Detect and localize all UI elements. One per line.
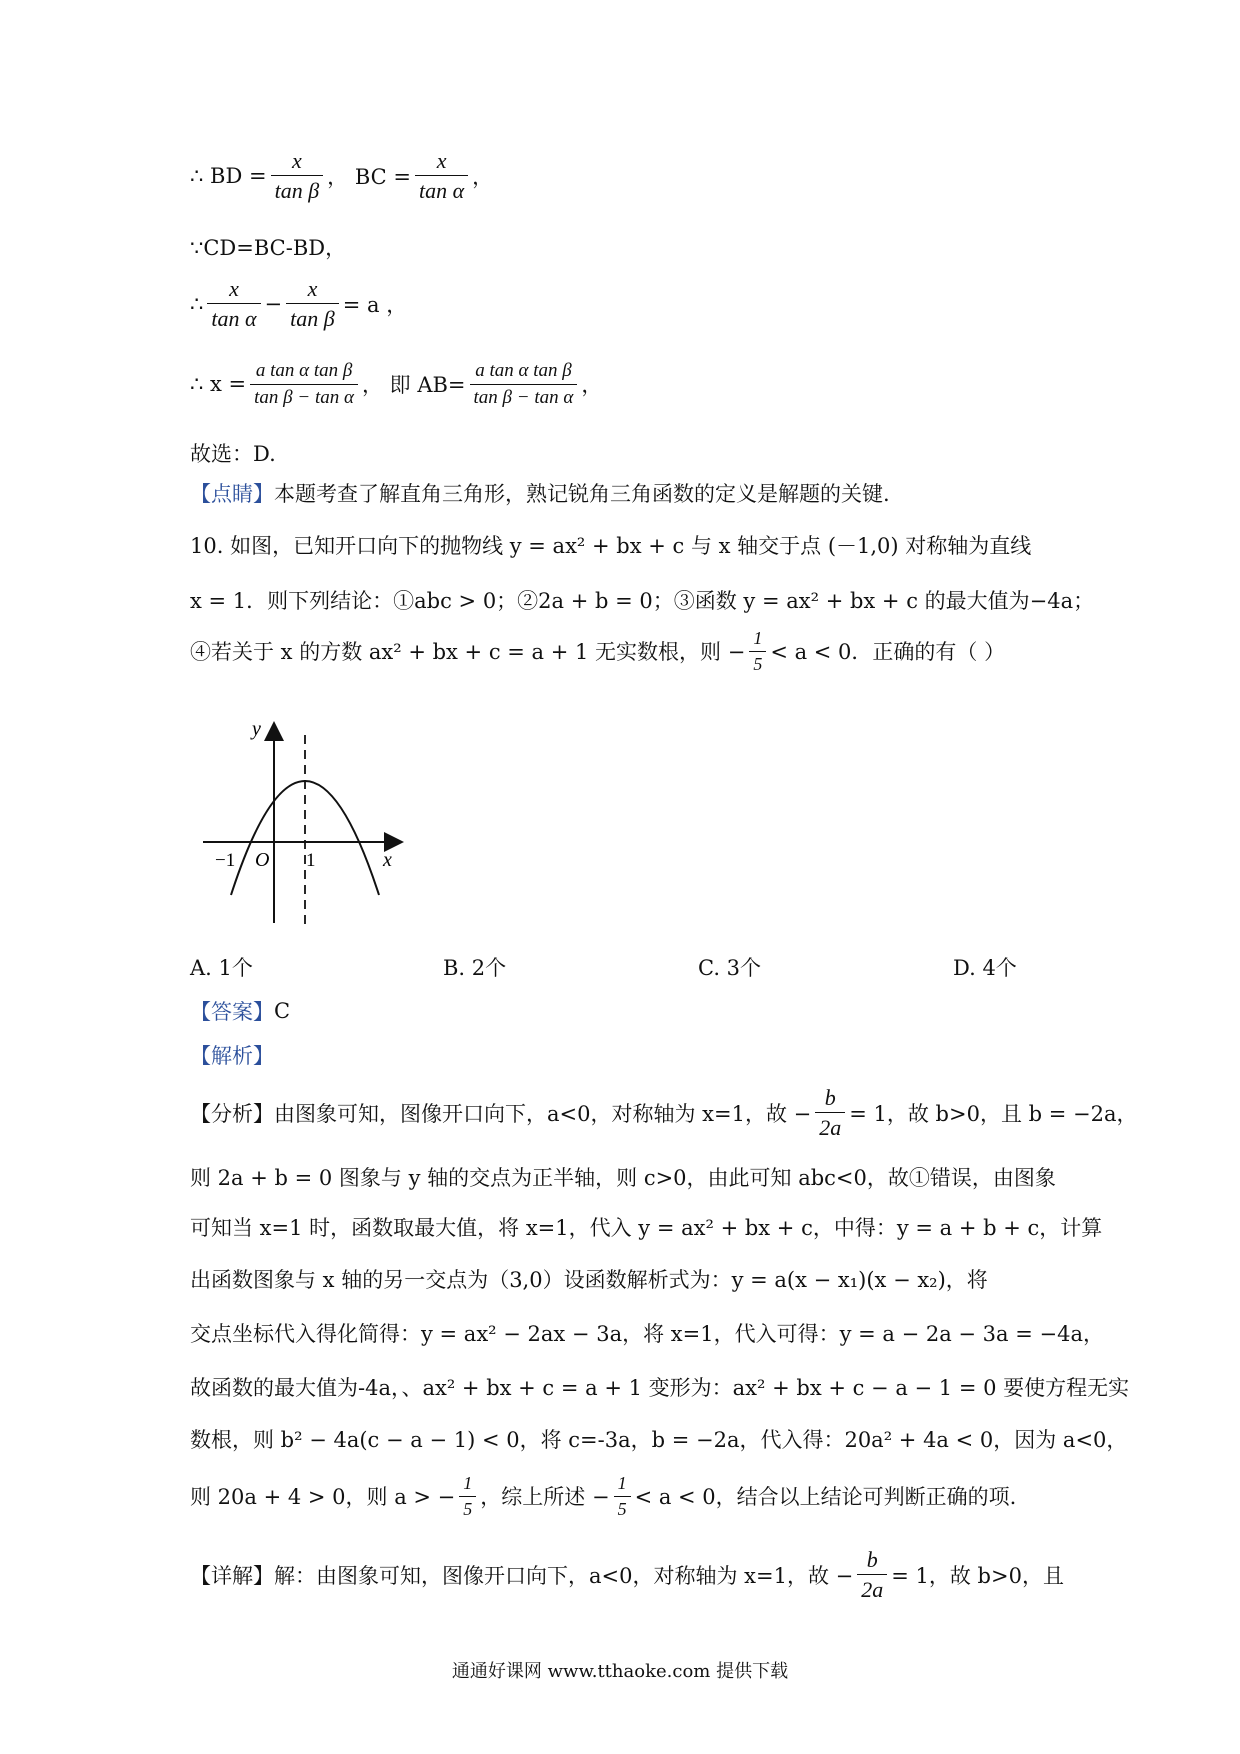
parabola-figure: [195, 715, 410, 925]
fraction: $\frac{x}{\text{tan β}}$: [271, 148, 324, 204]
answer-value: C: [274, 999, 291, 1023]
analysis-line-6: 故函数的最大值为-4a，、ax² + bx + c = a + 1 变形为：ax² + bx + c − a − 1 = 0 要使方程无实: [190, 1376, 1130, 1400]
solution-line-4: ∴ x = $\frac{\text{a tan α tan β}}{\text{tan β − tan α}}$ ， 即 AB= $\frac{\text{a tan α tan β}}{\text{tan β − tan α}}$ ，: [190, 360, 603, 408]
question-line-1: 10. 如图，已知开口向下的抛物线 y = ax² + bx + c 与 x 轴交于点 (－1,0) 对称轴为直线: [190, 534, 1032, 558]
comment-line: 【点睛】 本题考查了解直角三角形，熟记锐角三角函数的定义是解题的关键.: [190, 478, 890, 508]
page-footer: 通通好课网 www.tthaoke.com 提供下载: [451, 1661, 789, 1682]
fraction: $\frac{b}{2a}$: [815, 1085, 845, 1141]
x-axis-label: x: [383, 849, 392, 871]
detail-line: 【详解】 解：由图象可知，图像开口向下，a<0，对称轴为 x=1，故 − $\frac{b}{2a}$ = 1，故 b>0，且: [190, 1547, 1064, 1603]
solution-line-1: ∴ BD = $\frac{x}{\text{tan β}}$ ， BC = $\frac{x}{\text{tan α}}$ ，: [190, 148, 494, 204]
fraction: $\frac{1}{5}$: [614, 1473, 631, 1519]
y-axis-label: y: [252, 718, 261, 740]
option-c: C. 3个: [698, 956, 762, 980]
answer-line: [190, 996, 290, 1026]
fraction: $\frac{x}{\text{tan β}}$: [286, 276, 339, 332]
analysis-label: 【解析】: [190, 1044, 274, 1068]
fraction: $\frac{1}{5}$: [459, 1473, 476, 1519]
fraction: $\frac{b}{2a}$: [857, 1547, 887, 1603]
question-line-2: x = 1．则下列结论：①abc > 0；②2a + b = 0；③函数 y = ax² + bx + c 的最大值为−4a；: [190, 589, 1095, 613]
fraction: $\frac{1}{5}$: [749, 628, 766, 674]
final-choice: 故选：D.: [190, 442, 276, 466]
answer-label: 【答案】: [190, 1000, 274, 1024]
analysis-line-8: 则 20a + 4 > 0，则 a > − $\frac{1}{5}$ ，综上所述 − $\frac{1}{5}$ < a < 0，结合以上结论可判断正确的项.: [190, 1473, 1017, 1519]
solution-line-2: ∵CD=BC-BD，: [190, 236, 347, 260]
comment-label: 【点睛】: [190, 482, 274, 506]
analysis-line-1: 【分析】 由图象可知，图像开口向下，a<0，对称轴为 x=1，故 − $\frac{b}{2a}$ = 1，故 b>0，且 b = −2a，: [190, 1085, 1138, 1141]
option-b: B. 2个: [443, 956, 507, 980]
fraction: $\frac{\text{a tan α tan β}}{\text{tan β − tan α}}$: [470, 360, 578, 409]
detail-label: 【详解】: [190, 1563, 274, 1588]
fraction: $\frac{\text{a tan α tan β}}{\text{tan β − tan α}}$: [250, 360, 358, 409]
analysis-line-4: 出函数图象与 x 轴的另一交点为（3,0）设函数解析式为：y = a(x − x₁)(x − x₂)，将: [190, 1268, 988, 1292]
option-d: D. 4个: [953, 956, 1017, 980]
analysis-line-7: 数根，则 b² − 4a(c − a − 1) < 0，将 c=-3a，b = −2a，代入得：20a² + 4a < 0，因为 a<0，: [190, 1428, 1128, 1452]
analysis-line-3: 可知当 x=1 时，函数取最大值，将 x=1，代入 y = ax² + bx + c，中得：y = a + b + c，计算: [190, 1216, 1103, 1240]
question-line-3: ④若关于 x 的方数 ax² + bx + c = a + 1 无实数根，则 − $\frac{1}{5}$ < a < 0．正确的有（ ）: [190, 628, 1006, 674]
one-label: 1: [306, 850, 316, 871]
analysis-line-5: 交点坐标代入得化简得：y = ax² − 2ax − 3a，将 x=1，代入可得：y = a − 2a − 3a = −4a，: [190, 1322, 1104, 1346]
neg-one-label: −1: [215, 850, 236, 871]
fraction: $\frac{x}{\text{tan α}}$: [207, 276, 260, 332]
origin-label: O: [255, 849, 270, 871]
fraction: $\frac{x}{\text{tan α}}$: [415, 148, 468, 204]
option-a: A. 1个: [190, 956, 253, 980]
analysis-line-2: 则 2a + b = 0 图象与 y 轴的交点为正半轴，则 c>0，由此可知 abc<0，故①错误，由图象: [190, 1166, 1056, 1190]
solution-line-3: ∴ $\frac{x}{\text{tan α}}$ − $\frac{x}{\text{tan β}}$ = a ，: [190, 276, 408, 332]
